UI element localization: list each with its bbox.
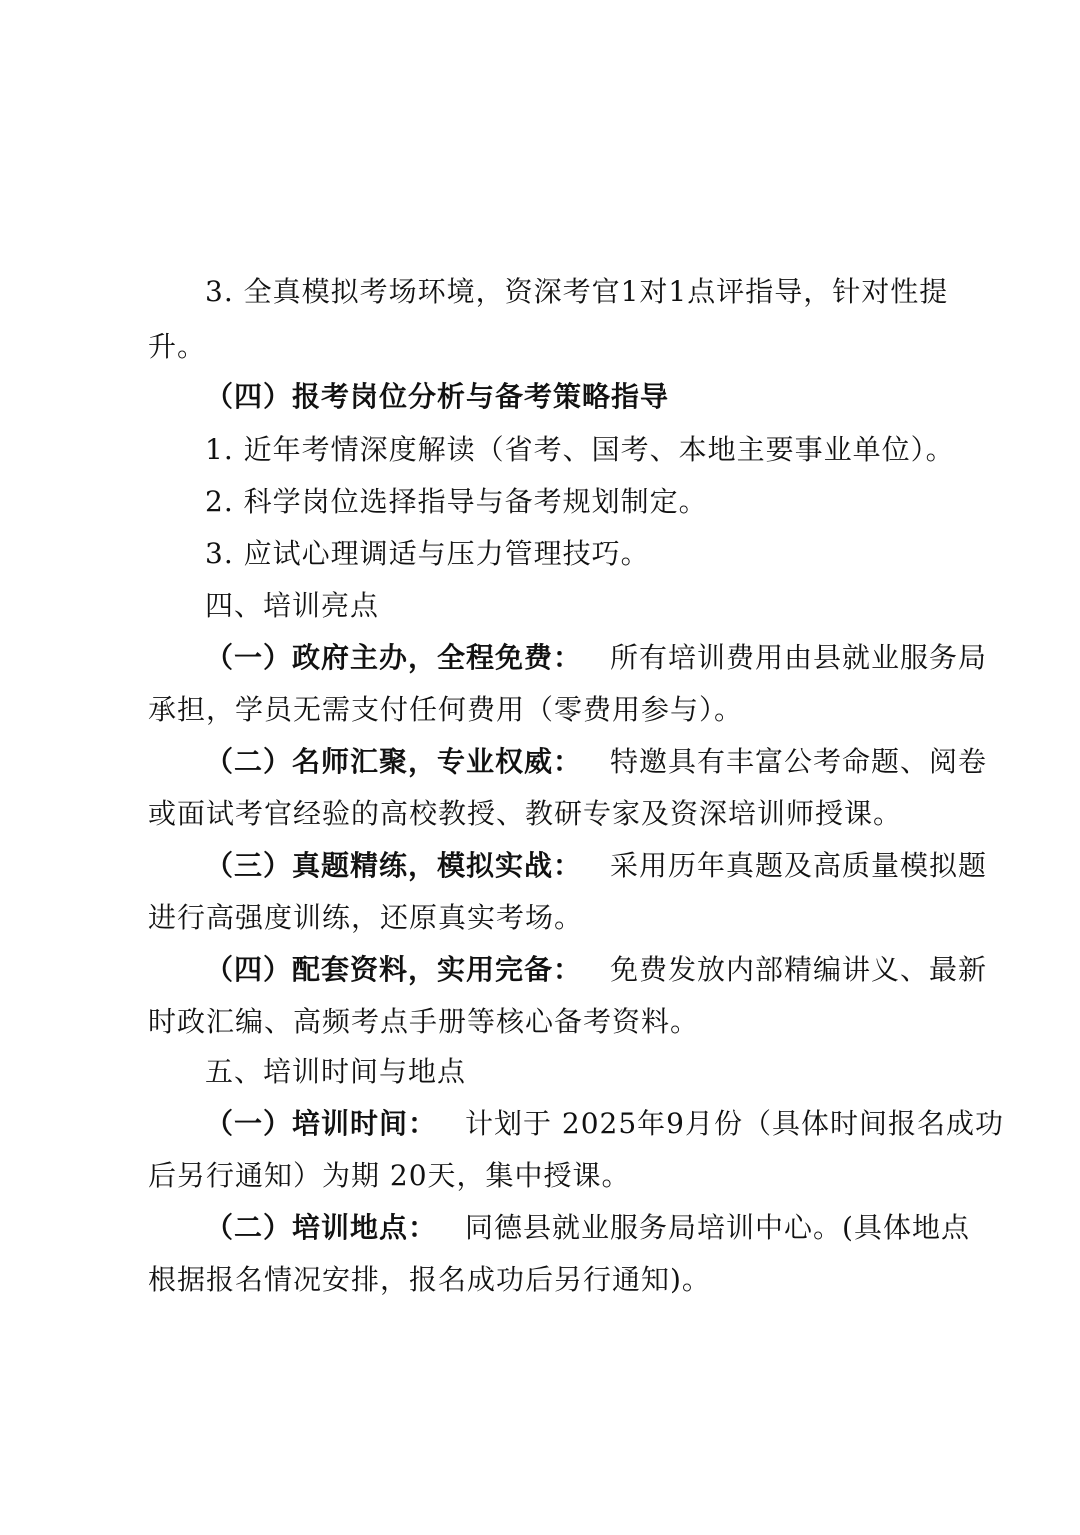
- item-3-line-2: 升。: [148, 330, 207, 363]
- training-time-text: 计划于 2025年9月份（具体时间报名成功: [465, 1107, 1004, 1140]
- highlight-1-text: 所有培训费用由县就业服务局: [610, 641, 988, 674]
- highlight-1-line-2: 承担，学员无需支付任何费用（零费用参与）。: [148, 693, 744, 726]
- training-location-label: （二）培训地点：: [205, 1211, 438, 1244]
- highlight-3-text: 采用历年真题及高质量模拟题: [610, 849, 988, 882]
- highlight-3-line-2: 进行高强度训练，还原真实考场。: [148, 901, 584, 934]
- training-location-text: 同德县就业服务局培训中心。(具体地点: [465, 1211, 970, 1244]
- highlight-4-label: （四）配套资料，实用完备：: [205, 953, 583, 986]
- training-time-label: （一）培训时间：: [205, 1107, 438, 1140]
- highlight-1-label: （一）政府主办，全程免费：: [205, 641, 583, 674]
- highlight-2-line-2: 或面试考官经验的高校教授、教研专家及资深培训师授课。: [148, 797, 903, 830]
- subsection-4-item-2: 2. 科学岗位选择指导与备考规划制定。: [205, 485, 708, 518]
- highlight-1-line-1: [0, 638, 1080, 678]
- subsection-4-title: （四）报考岗位分析与备考策略指导: [205, 380, 670, 413]
- highlight-4-line-1: [0, 950, 1080, 990]
- subsection-4-item-1: 1. 近年考情深度解读（省考、国考、本地主要事业单位）。: [205, 433, 955, 466]
- item-3-line-1: 3. 全真模拟考场环境，资深考官1对1点评指导，针对性提: [205, 275, 949, 308]
- section-4-title: 四、培训亮点: [205, 589, 380, 622]
- section-5-title: 五、培训时间与地点: [205, 1055, 467, 1088]
- training-location-line-2: 根据报名情况安排，报名成功后另行通知)。: [148, 1263, 711, 1296]
- training-location-line-1: [0, 1208, 1080, 1248]
- training-time-line-2: 后另行通知）为期 20天，集中授课。: [148, 1159, 631, 1192]
- highlight-4-text: 免费发放内部精编讲义、最新: [610, 953, 988, 986]
- training-time-line-1: [0, 1104, 1080, 1144]
- highlight-3-label: （三）真题精练，模拟实战：: [205, 849, 583, 882]
- highlight-2-line-1: [0, 742, 1080, 782]
- subsection-4-item-3: 3. 应试心理调适与压力管理技巧。: [205, 537, 650, 570]
- highlight-3-line-1: [0, 846, 1080, 886]
- highlight-2-text: 特邀具有丰富公考命题、阅卷: [610, 745, 988, 778]
- highlight-4-line-2: 时政汇编、高频考点手册等核心备考资料。: [148, 1005, 700, 1038]
- highlight-2-label: （二）名师汇聚，专业权威：: [205, 745, 583, 778]
